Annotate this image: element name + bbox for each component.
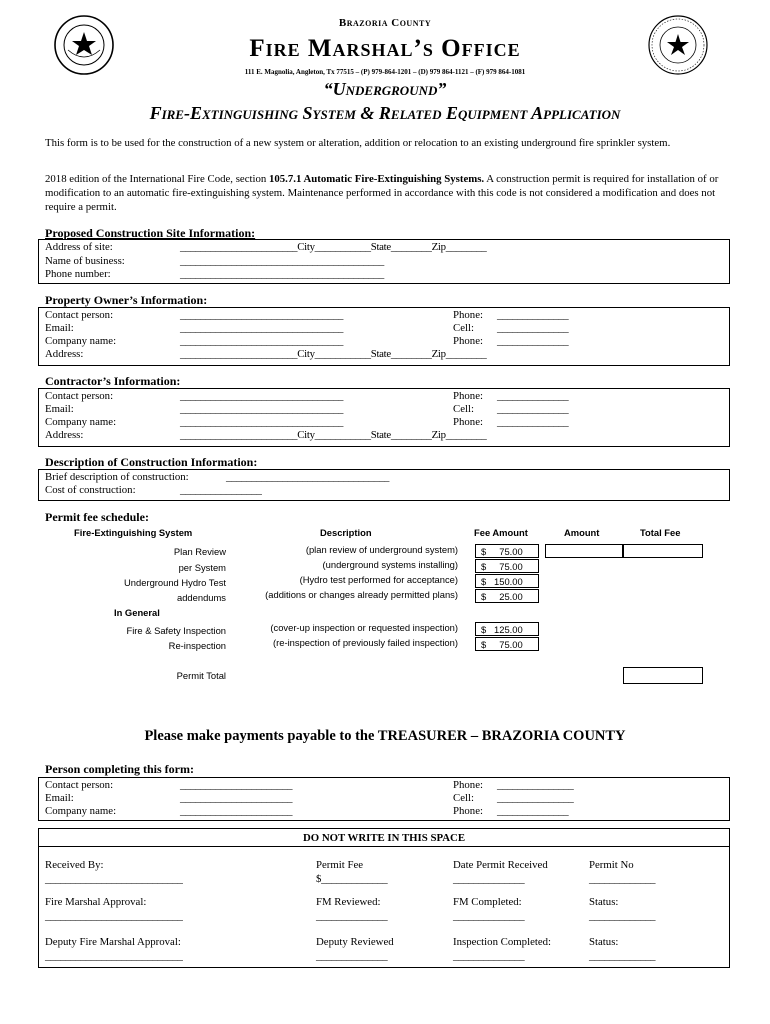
fm-reviewed-label: FM Reviewed: <box>316 896 381 908</box>
fee-row-desc: (underground systems installing) <box>322 559 458 570</box>
intro-paragraph-2 <box>45 172 735 214</box>
date-received-label: Date Permit Received <box>453 859 548 871</box>
intro-paragraph-1: This form is to be used for the construction of a new system or alteration, addition or relocation to an existing underground fire sprinkler system. <box>45 137 671 149</box>
dfm-approval-field[interactable]: ___________________________ <box>45 950 183 962</box>
office-use-title: DO NOT WRITE IN THIS SPACE <box>302 832 466 844</box>
fee-row-item: Re-inspection <box>168 640 226 651</box>
fee-row-item: Underground Hydro Test <box>124 577 226 588</box>
permit-fee-field[interactable]: $_____________ <box>316 873 388 885</box>
permit-total-input[interactable] <box>623 667 703 684</box>
permit-total-label: Permit Total <box>176 670 226 681</box>
inspection-completed-field[interactable]: ______________ <box>453 950 525 962</box>
site-phone-label: Phone number: <box>45 268 111 280</box>
completer-company-field[interactable]: ______________________ <box>180 805 293 817</box>
completer-cell-label: Cell: <box>453 792 474 804</box>
fee-row-amount: $ 75.00 <box>481 639 523 650</box>
permit-fee-label: Permit Fee <box>316 859 364 871</box>
owner-cell-field[interactable]: ______________ <box>497 322 569 334</box>
owner-phone2-label: Phone: <box>453 335 483 347</box>
fees-col-fee-amount: Fee Amount <box>474 527 528 538</box>
completer-contact-label: Contact person: <box>45 779 114 791</box>
fm-reviewed-field[interactable]: ______________ <box>316 910 388 922</box>
fee-row-amount-input[interactable] <box>545 544 623 558</box>
contractor-cell-label: Cell: <box>453 403 474 415</box>
fees-section-title: Permit fee schedule: <box>45 510 149 524</box>
completer-phone2-label: Phone: <box>453 805 483 817</box>
construction-cost-field[interactable]: ________________ <box>180 484 262 496</box>
completer-section-title: Person completing this form: <box>45 762 194 776</box>
contractor-phone-field[interactable]: ______________ <box>497 390 569 402</box>
intro-p2-c: A construction permit is required for installation of or modification to an automatic fire-extinguishing system. Maintenance performed in accordance with this code is not considered a modification and does not require a permit. <box>45 173 719 213</box>
county-name: Brazoria County <box>338 17 432 29</box>
fm-completed-field[interactable]: ______________ <box>453 910 525 922</box>
fee-row-item: Fire & Safety Inspection <box>126 625 226 636</box>
fee-row-amount: $ 75.00 <box>481 561 523 572</box>
fee-row-item: per System <box>178 562 226 573</box>
owner-phone-field[interactable]: ______________ <box>497 309 569 321</box>
status2-field[interactable]: _____________ <box>589 950 656 962</box>
contractor-company-field[interactable]: ________________________________ <box>180 416 344 428</box>
permit-no-label: Permit No <box>589 859 634 871</box>
dfm-approval-label: Deputy Fire Marshal Approval: <box>45 936 181 948</box>
fees-col-total: Total Fee <box>640 527 681 538</box>
received-by-label: Received By: <box>45 859 104 871</box>
owner-email-label: Email: <box>45 322 74 334</box>
completer-company-label: Company name: <box>45 805 117 817</box>
permit-no-field[interactable]: _____________ <box>589 873 656 885</box>
date-received-field[interactable]: ______________ <box>453 873 525 885</box>
fee-row-desc: (re-inspection of previously failed inspection) <box>273 637 458 648</box>
fee-row-desc: (additions or changes already permitted plans) <box>265 589 458 600</box>
site-name-field[interactable]: ________________________________________ <box>180 255 384 267</box>
completer-phone-field[interactable]: _______________ <box>497 779 574 791</box>
contractor-phone2-label: Phone: <box>453 416 483 428</box>
fees-col-description: Description <box>320 527 372 538</box>
site-section-title: Proposed Construction Site Information: <box>45 226 256 240</box>
owner-address-field[interactable]: _______________________City___________State________Zip________ <box>180 348 487 360</box>
fee-row-desc: (plan review of underground system) <box>305 544 458 555</box>
fm-approval-label: Fire Marshal Approval: <box>45 896 147 908</box>
fees-col-amount: Amount <box>564 527 600 538</box>
contractor-address-field[interactable]: _______________________City___________State________Zip________ <box>180 429 487 441</box>
contractor-section-title: Contractor’s Information: <box>45 374 181 388</box>
construction-brief-field[interactable]: ________________________________ <box>226 471 390 483</box>
fee-row-amount: $ 125.00 <box>481 624 523 635</box>
status-label: Status: <box>589 896 619 908</box>
completer-phone-label: Phone: <box>453 779 483 791</box>
owner-phone-label: Phone: <box>453 309 483 321</box>
intro-p2-a: 2018 edition of the International Fire Code, section <box>45 173 269 185</box>
received-by-field[interactable]: ___________________________ <box>45 873 183 885</box>
completer-cell-field[interactable]: _______________ <box>497 792 574 804</box>
fee-row-item: addendums <box>177 592 226 603</box>
contractor-contact-label: Contact person: <box>45 390 114 402</box>
owner-email-field[interactable]: ________________________________ <box>180 322 344 334</box>
owner-contact-field[interactable]: ________________________________ <box>180 309 344 321</box>
office-name: Fire Marshal’s Office <box>249 35 521 62</box>
completer-box <box>38 777 730 821</box>
intro-p2-code-ref: 105.7.1 Automatic Fire-Extinguishing Systems. <box>268 173 485 185</box>
status2-label: Status: <box>589 936 619 948</box>
fee-row-amount: $ 25.00 <box>481 591 523 602</box>
construction-brief-label: Brief description of construction: <box>45 471 189 483</box>
owner-address-label: Address: <box>45 348 84 360</box>
fm-approval-field[interactable]: ___________________________ <box>45 910 183 922</box>
completer-contact-field[interactable]: ______________________ <box>180 779 293 791</box>
owner-section-title: Property Owner’s Information: <box>45 293 208 307</box>
fee-row-desc: (cover-up inspection or requested inspection) <box>270 622 458 633</box>
deputy-reviewed-label: Deputy Reviewed <box>316 936 394 948</box>
office-address: 111 E. Magnolia, Angleton, Tx 77515 – (P) 979-864-1201 – (D) 979 864-1121 – (F) 979 864-1081 <box>244 68 526 76</box>
fees-general-label: In General <box>114 607 160 618</box>
inspection-completed-label: Inspection Completed: <box>453 936 552 948</box>
payment-note: Please make payments payable to the TREASURER – BRAZORIA COUNTY <box>144 728 626 744</box>
contractor-address-label: Address: <box>45 429 84 441</box>
owner-company-field[interactable]: ________________________________ <box>180 335 344 347</box>
contractor-cell-field[interactable]: ______________ <box>497 403 569 415</box>
contractor-email-label: Email: <box>45 403 74 415</box>
fee-row-amount: $ 150.00 <box>481 576 523 587</box>
site-name-label: Name of business: <box>45 255 125 267</box>
status-field[interactable]: _____________ <box>589 910 656 922</box>
completer-phone2-field[interactable]: ______________ <box>497 805 569 817</box>
contractor-phone-label: Phone: <box>453 390 483 402</box>
deputy-reviewed-field[interactable]: ______________ <box>316 950 388 962</box>
contractor-email-field[interactable]: ________________________________ <box>180 403 344 415</box>
construction-cost-label: Cost of construction: <box>45 484 136 496</box>
construction-section-title: Description of Construction Information: <box>45 455 258 469</box>
fee-row-item: Plan Review <box>173 546 226 557</box>
owner-company-label: Company name: <box>45 335 117 347</box>
fee-row-desc: (Hydro test performed for acceptance) <box>299 574 458 585</box>
site-phone-field[interactable]: ________________________________________ <box>180 268 384 280</box>
completer-email-label: Email: <box>45 792 74 804</box>
owner-cell-label: Cell: <box>453 322 474 334</box>
owner-phone2-field[interactable]: ______________ <box>497 335 569 347</box>
site-address-field[interactable]: _______________________City___________State________Zip________ <box>180 241 487 253</box>
fm-completed-label: FM Completed: <box>453 896 522 908</box>
owner-contact-label: Contact person: <box>45 309 114 321</box>
form-subtitle: “Underground” <box>323 79 447 99</box>
contractor-phone2-field[interactable]: ______________ <box>497 416 569 428</box>
site-address-label: Address of site: <box>45 241 113 253</box>
fees-col-system: Fire-Extinguishing System <box>74 527 193 538</box>
form-title: Fire-Extinguishing System & Related Equipment Application <box>149 103 621 123</box>
fee-row-total-input[interactable] <box>623 544 703 558</box>
fee-row-amount: $ 75.00 <box>481 546 523 557</box>
completer-email-field[interactable]: ______________________ <box>180 792 293 804</box>
contractor-contact-field[interactable]: ________________________________ <box>180 390 344 402</box>
office-use-title-bar <box>38 846 730 847</box>
contractor-company-label: Company name: <box>45 416 117 428</box>
